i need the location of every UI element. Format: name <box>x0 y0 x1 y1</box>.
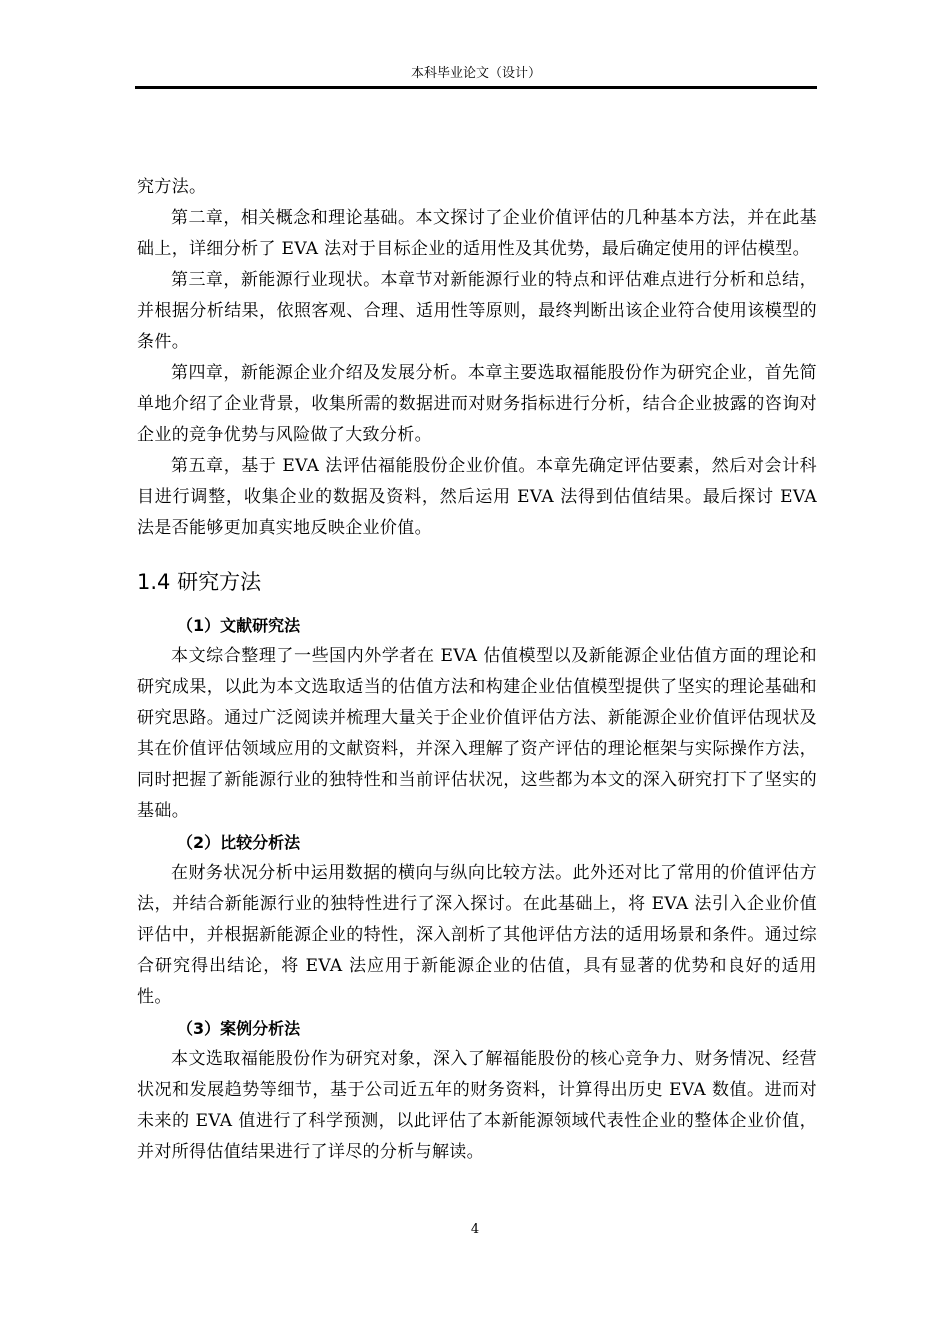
method-literature-text: 本文综合整理了一些国内外学者在 EVA 估值模型以及新能源企业估值方面的理论和研究成果，以此为本文选取适当的估值方法和构建企业估值模型提供了坚实的理论基础和研究思路。通过广泛阅读并梳理大量关于企业价值评估方法、新能源企业价值评估现状及其在价值评估领域应用的文献资料，并深入理解了资产评估的理论框架与实际操作方法，同时把握了新能源行业的独特性和当前评估状况，这些都为本文的深入研究打下了坚实的基础。 <box>137 646 817 821</box>
method-literature-heading: （1）文献研究法 <box>177 616 301 635</box>
method-case-heading: （3）案例分析法 <box>177 1019 301 1038</box>
chapter-5-paragraph: 第五章，基于 EVA 法评估福能股份企业价值。本章先确定评估要素，然后对会计科目进行调整，收集企业的数据及资料，然后运用 EVA 法得到估值结果。最后探讨 EVA 法是否能够更加真实地反映企业价值。 <box>137 456 817 538</box>
chapter-3-paragraph: 第三章，新能源行业现状。本章节对新能源行业的特点和评估难点进行分析和总结，并根据分析结果，依照客观、合理、适用性等原则，最终判断出该企业符合使用该模型的条件。 <box>137 270 817 352</box>
continuation-paragraph: 究方法。 <box>137 177 207 197</box>
method-comparative-heading: （2）比较分析法 <box>177 833 301 852</box>
header-rule <box>135 86 817 89</box>
section-heading: 1.4 研究方法 <box>137 570 262 594</box>
page-number: 4 <box>470 1222 480 1237</box>
page-header: 本科毕业论文（设计） <box>410 66 541 81</box>
method-comparative-text: 在财务状况分析中运用数据的横向与纵向比较方法。此外还对比了常用的价值评估方法，并结合新能源行业的独特性进行了深入探讨。在此基础上，将 EVA 法引入企业价值评估中，并根据新能源企业的特性，深入剖析了其他评估方法的适用场景和条件。通过综合研究得出结论，将 EVA 法应用于新能源企业的估值，具有显著的优势和良好的适用性。 <box>137 863 817 1007</box>
body-text <box>137 172 817 1168</box>
method-case-text: 本文选取福能股份作为研究对象，深入了解福能股份的核心竞争力、财务情况、经营状况和发展趋势等细节，基于公司近五年的财务资料，计算得出历史 EVA 数值。进而对未来的 EVA 值进行了科学预测，以此评估了本新能源领域代表性企业的整体企业价值，并对所得估值结果进行了详尽的分析与解读。 <box>137 1049 817 1162</box>
chapter-2-paragraph: 第二章，相关概念和理论基础。本文探讨了企业价值评估的几种基本方法，并在此基础上，详细分析了 EVA 法对于目标企业的适用性及其优势，最后确定使用的评估模型。 <box>137 208 817 259</box>
chapter-4-paragraph: 第四章，新能源企业介绍及发展分析。本章主要选取福能股份作为研究企业，首先简单地介绍了企业背景，收集所需的数据进而对财务指标进行分析，结合企业披露的咨询对企业的竞争优势与风险做了大致分析。 <box>137 363 817 445</box>
